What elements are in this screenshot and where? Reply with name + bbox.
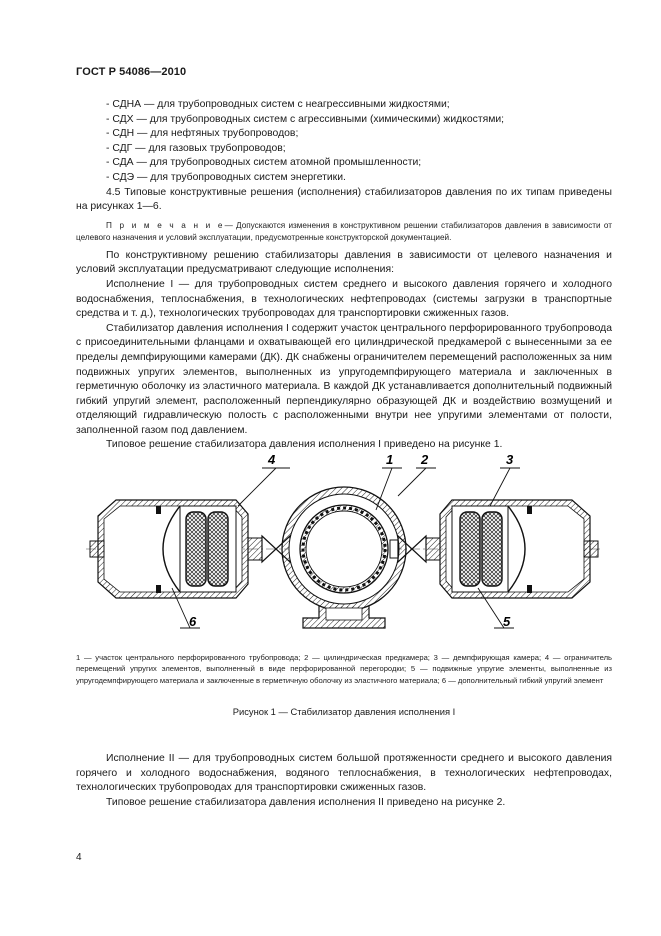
note-label: П р и м е ч а н и е [106,220,225,230]
note [76,220,612,244]
page-number: 4 [76,852,82,863]
list-item: - СДНА — для трубопроводных систем с неагрессивными жидкостями; [106,99,450,110]
paragraph: Типовое решение стабилизатора давления исполнения II приведено на рисунке 2. [106,796,506,808]
figure-caption: Рисунок 1 — Стабилизатор давления исполнения I [232,706,456,717]
list-item: - СДА — для трубопроводных систем атомной промышленности; [106,157,422,169]
list-item: - СДХ — для трубопроводных систем с агрессивными (химическими) жидкостями; [106,113,505,125]
central-pipe [282,487,406,628]
callout-6: 6 [189,614,197,629]
main-text-block [76,98,612,453]
page-header: ГОСТ Р 54086—2010 [76,66,187,78]
figure-1 [76,448,612,648]
callout-1: 1 [386,452,394,467]
callout-4: 4 [268,452,276,467]
right-damping-chamber [440,500,598,598]
list-item: - СДН — для нефтяных трубопроводов; [106,128,299,140]
callout-3: 3 [506,452,514,467]
left-damping-chamber [90,500,248,598]
paragraph: Типовое решение стабилизатора давления исполнения I приведено на рисунке 1. [106,439,503,451]
after-figure-text [76,752,612,810]
stabilizer-drawing [76,448,612,648]
callout-2: 2 [421,452,429,467]
section-4-5: 4.5 Типовые конструктивные решения (исполнения) стабилизаторов давления по их типам приведены на рисунках 1—6. [76,186,612,213]
paragraph: По конструктивному решению стабилизаторы давления в зависимости от целевого назначения и условий эксплуатации предусматривают следующие исполнения: [76,249,612,276]
list-item: - СДЭ — для трубопроводных систем энергетики. [106,171,346,183]
list-item: - СДГ — для газовых трубопроводов; [106,142,286,154]
paragraph: Исполнение I — для трубопроводных систем среднего и высокого давления горячего и холодного водоснабжения, теплоснабжения, в технологических нефтепроводах (системы загрузки в транспортные средства и т. д.), технологических трубопроводах для транспортировки сжиженных газов. [76,278,612,320]
callout-5: 5 [503,614,511,629]
paragraph: Стабилизатор давления исполнения I содержит участок центрального перфорированного трубопровода с присоединительными фланцами и охватывающей его цилиндрической предкамерой с вынесенными за ее пределы демпфирующими камерами (ДК). ДК снабжены ограничителем перемещений расположенных за ним подвижных упругих элементов, выполненных из упругодемпфирующего материала и заключенных в герметичную оболочку из эластичного материала. В каждой ДК устанавливается дополнительный подвижный гибкий упругий элемент, расположенный перпендикулярно образующей ДК и воздействию возмущений и отделяющий гидравлическую полость с расположенными внутри нее упругими элементами от полости, заполненной газом под давлением. [76,322,612,436]
note-text: — Допускаются изменения в конструктивном решении стабилизаторов давления в зависимости от целевого назначения и условий эксплуатации, предусмотренные конструкторской документацией. [76,220,612,242]
paragraph: Исполнение II — для трубопроводных систем большой протяженности среднего и высокого давления горячего и холодного водоснабжения, водяного теплоснабжения, в технологических нефтепроводах, технологических трубопроводах для транспортировки сжиженных газов. [76,753,612,794]
figure-legend: 1 — участок центрального перфорированного трубопровода; 2 — цилиндрическая предкамера; 3 — демпфирующая камера; 4 — ограничитель перемещений упругих элементов, выполненный в виде перфорированной перегородки; 5 — подвижные упругие элементы, выполненные из упругодемпфирующего материала и заключенные в герметичную оболочку из эластичного материала; 6 — дополнительный гибкий упругий элемент [76,653,612,685]
